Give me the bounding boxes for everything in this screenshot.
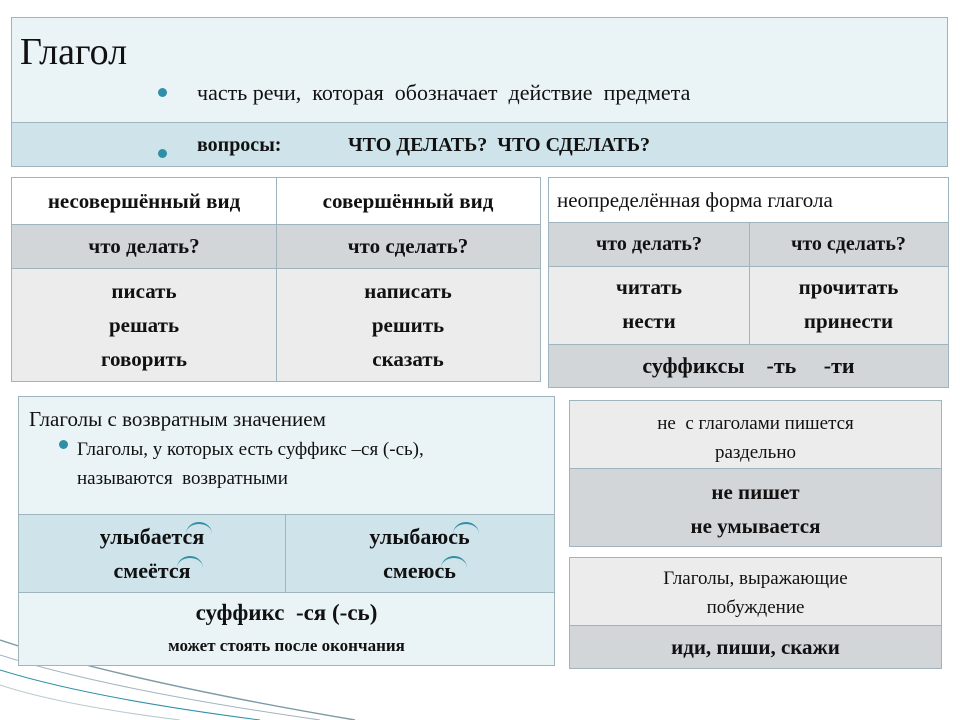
negation-rule <box>570 401 941 468</box>
word: читать <box>616 275 682 299</box>
reflexive-left-words <box>19 514 285 592</box>
imperative-title-line-1: Глаголы, выражающие <box>663 568 848 589</box>
imperative-box <box>569 557 942 669</box>
word: сказать <box>372 347 444 371</box>
reflexive-title: Глаголы с возвратным значением <box>29 407 326 431</box>
aspect-table <box>11 177 541 382</box>
word: писать <box>111 279 177 303</box>
infinitive-suffixes: суффиксы -ть -ти <box>549 344 948 387</box>
infinitive-question-left: что делать? <box>549 222 749 266</box>
divider <box>12 224 540 225</box>
infinitive-title: неопределённая форма глагола <box>557 188 833 212</box>
reflexive-suffix-title: суффикс -ся (-сь) <box>195 600 378 625</box>
aspect-question-perfective: что сделать? <box>276 224 540 268</box>
imperfective-words <box>12 268 276 381</box>
divider <box>276 178 277 381</box>
bullet-icon <box>59 440 68 449</box>
word: решить <box>371 313 445 337</box>
infinitive-right-words <box>749 266 948 344</box>
divider <box>549 266 948 267</box>
word: прочитать <box>798 275 899 299</box>
example: не пишет <box>711 480 800 504</box>
example: не умывается <box>690 514 821 538</box>
reflexive-right-words <box>285 514 554 592</box>
aspect-header-perfective: совершённый вид <box>276 178 540 224</box>
imperative-title-line-2: побуждение <box>706 597 805 618</box>
header-box <box>11 17 948 167</box>
infinitive-question-right: что сделать? <box>749 222 948 266</box>
word: говорить <box>101 347 187 371</box>
bullet-icon <box>158 149 167 158</box>
perfective-words <box>276 268 540 381</box>
reflexive-suffix-note: может стоять после окончания <box>168 636 405 655</box>
infinitive-table <box>548 177 949 388</box>
word: улыбаюсь <box>369 524 470 549</box>
word: смеюсь <box>383 558 456 583</box>
questions-value: ЧТО ДЕЛАТЬ? ЧТО СДЕЛАТЬ? <box>348 134 651 156</box>
divider <box>12 268 540 269</box>
divider <box>549 222 948 223</box>
imperative-title <box>570 558 941 625</box>
infinitive-left-words <box>549 266 749 344</box>
reflexive-description-2: называются возвратными <box>77 468 288 489</box>
reflexive-description-1: Глаголы, у которых есть суффикс –ся (-сь), <box>77 439 424 460</box>
negation-examples <box>570 468 941 546</box>
word: смеётся <box>113 558 191 583</box>
negation-box <box>569 400 942 547</box>
word: написать <box>364 279 452 303</box>
questions-label: вопросы: <box>197 134 282 156</box>
divider <box>749 222 750 344</box>
word: решать <box>108 313 180 337</box>
word: принести <box>803 309 894 333</box>
imperative-examples: иди, пиши, скажи <box>570 625 941 668</box>
definition-text: часть речи, которая обозначает действие предмета <box>197 80 691 105</box>
aspect-header-imperfective: несовершённый вид <box>12 178 276 224</box>
bullet-icon <box>158 88 167 97</box>
negation-rule-line-1: не с глаголами пишется <box>657 413 854 434</box>
aspect-question-imperfective: что делать? <box>12 224 276 268</box>
word: нести <box>622 309 676 333</box>
divider <box>549 344 948 345</box>
negation-rule-line-2: раздельно <box>714 442 796 463</box>
page-title: Глагол <box>20 31 128 73</box>
divider <box>285 514 286 592</box>
word: улыбается <box>99 524 205 549</box>
reflexive-box <box>18 396 555 666</box>
